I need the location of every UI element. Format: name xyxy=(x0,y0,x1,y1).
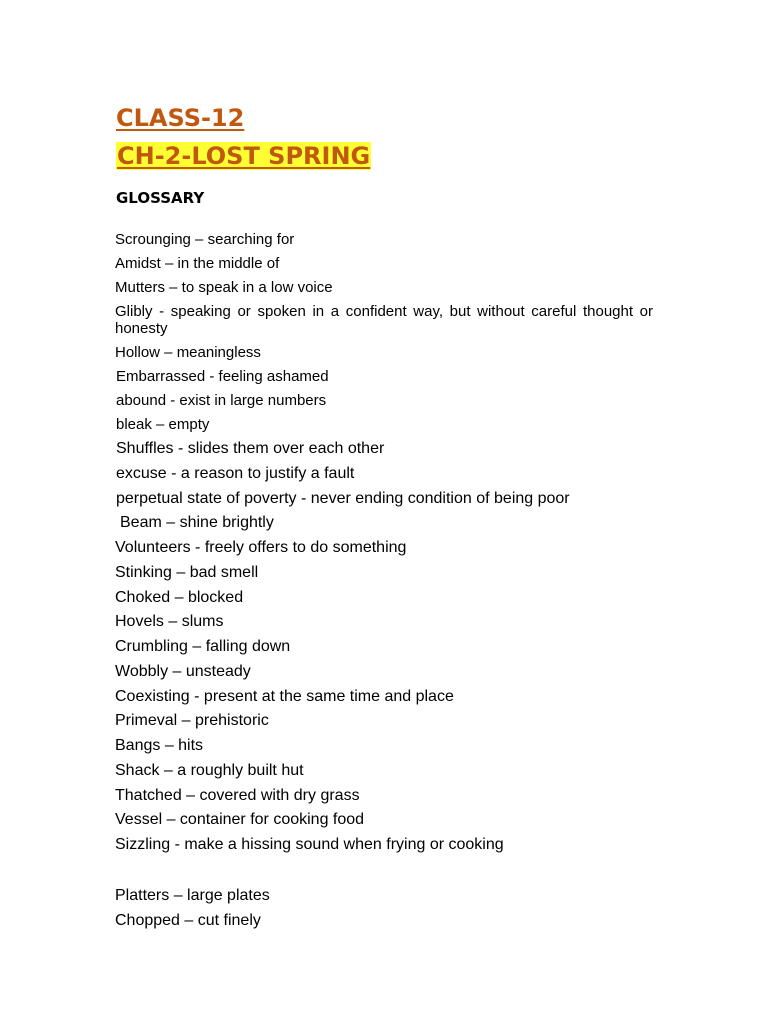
class-title-text: CLASS-12 xyxy=(116,104,245,132)
glossary-entry: Embarrassed - feeling ashamed xyxy=(116,368,329,385)
glossary-entry: Primeval – prehistoric xyxy=(115,712,269,729)
glossary-entry: Amidst – in the middle of xyxy=(115,255,280,272)
glossary-entry: abound - exist in large numbers xyxy=(116,392,327,409)
glossary-entry: Wobbly – unsteady xyxy=(115,663,251,680)
glossary-heading: GLOSSARY xyxy=(116,189,205,207)
glossary-entry: excuse - a reason to justify a fault xyxy=(116,465,355,482)
glossary-entry: Thatched – covered with dry grass xyxy=(115,787,360,804)
glossary-entry: Bangs – hits xyxy=(115,737,204,754)
glossary-entry: Glibly - speaking or spoken in a confident way, but without careful thought or honesty xyxy=(115,303,653,337)
glossary-entry: Scrounging – searching for xyxy=(115,231,295,248)
glossary-entry: Shack – a roughly built hut xyxy=(115,762,304,779)
glossary-entry: Beam – shine brightly xyxy=(120,514,274,531)
glossary-entry: Hovels – slums xyxy=(115,613,224,630)
glossary-entry: Sizzling - make a hissing sound when frying or cooking xyxy=(115,836,504,853)
glossary-entry: Platters – large plates xyxy=(115,887,270,904)
glossary-entry: Shuffles - slides them over each other xyxy=(116,440,385,457)
glossary-entry: Choked – blocked xyxy=(115,589,244,606)
chapter-title xyxy=(116,141,371,171)
glossary-entry: Chopped – cut finely xyxy=(115,912,261,929)
glossary-entry: Vessel – container for cooking food xyxy=(115,811,365,828)
glossary-entry: Stinking – bad smell xyxy=(115,564,259,581)
glossary-entry: Volunteers - freely offers to do something xyxy=(115,539,407,556)
glossary-entry: Crumbling – falling down xyxy=(115,638,291,655)
glossary-entry: bleak – empty xyxy=(116,416,210,433)
glossary-entry: Coexisting - present at the same time and place xyxy=(115,688,454,705)
glossary-entry: Mutters – to speak in a low voice xyxy=(115,279,333,296)
glossary-entry: perpetual state of poverty - never ending condition of being poor xyxy=(116,490,570,507)
class-title xyxy=(116,103,244,133)
chapter-title-text: CH-2-LOST SPRING xyxy=(117,142,371,170)
glossary-entry: Hollow – meaningless xyxy=(115,344,261,361)
